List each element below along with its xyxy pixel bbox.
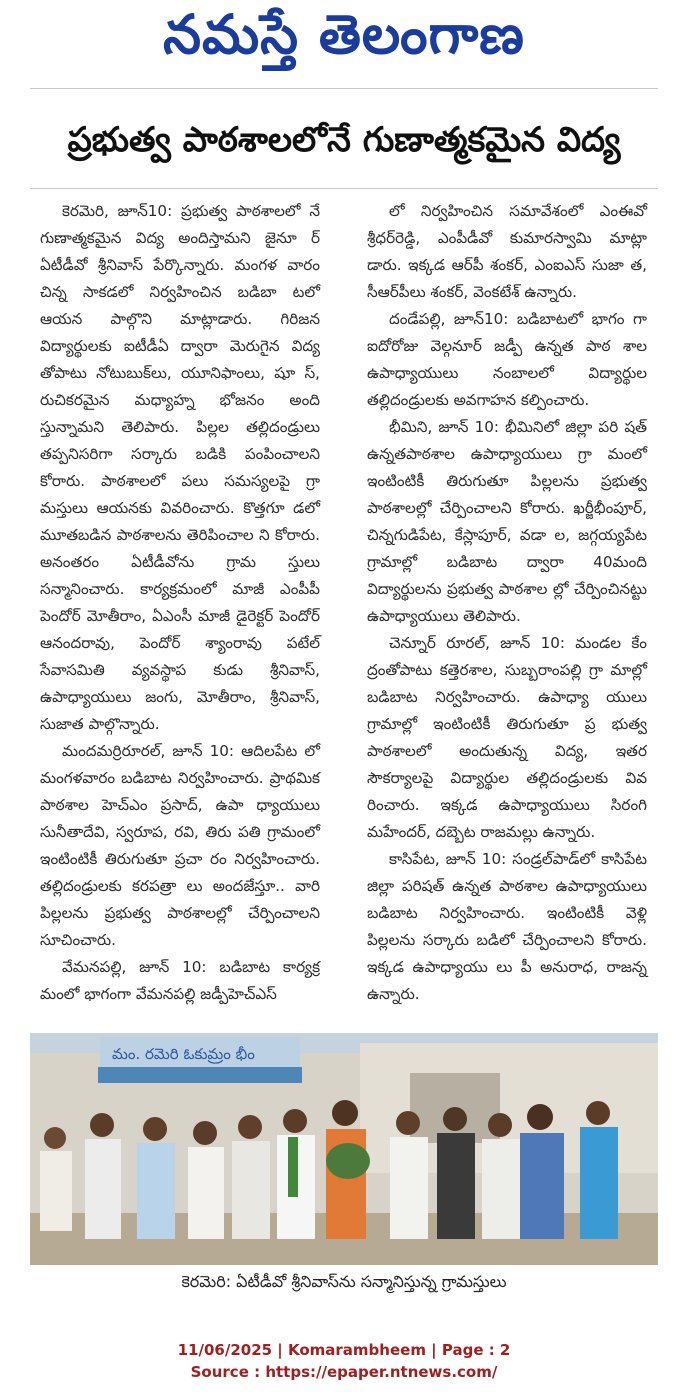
masthead — [0, 0, 688, 70]
masthead-title: నమస్తే తెలంగాణ — [163, 3, 525, 66]
left-paragraph-3: వేమనపల్లి, జూన్ 10: బడిబాట కార్యక్ర మంలో భాగంగా వేమనపల్లి జడ్పీహెచ్ఎస్ — [40, 958, 320, 1003]
photo-signboard-text: మం. రమెరి ఓకుమ్రం భీం — [112, 1045, 255, 1063]
left-paragraph-2: మందమర్రిరూరల్, జూన్ 10: ఆదిలపేట లో మంగళవారం బడిబాట నిర్వహించారు. ప్రాథమిక పాఠశాల హెచ్ఎం ప్రసాద్, ఉపా ధ్యాయులు సునీతాదేవి, స్వరూప, రవి, తిరు పతి గ్రామంలో ఇంటింటికీ తిరుగుతూ ప్రచా రం నిర్వహించారు. తల్లిదండ్రులకు కరపత్రా లు అందజేస్తూ.. వారి పిల్లలను ప్రభుత్వ పాఠశాలల్లో చేర్పించాలని సూచించారు. — [40, 742, 320, 949]
news-photo — [30, 1033, 658, 1265]
masthead-divider — [30, 88, 658, 89]
headline-block — [0, 120, 688, 168]
right-paragraph-5: కాసిపేట, జూన్ 10: సండ్రల్‌పాడ్‌లో కాసిపేట జిల్లా పరిషత్ ఉన్నత పాఠశాల ఉపాధ్యాయులు బడిబాట నిర్వహించారు. ఇంటింటికీ వెళ్లి పిల్లలను సర్కారు బడిలో చేర్పించాలని కోరారు. ఇక్కడ ఉపాధ్యాయు లు పీ అనురాధ, రాజన్న ఉన్నారు. — [367, 850, 647, 1003]
group-photo-illustration — [30, 1033, 658, 1265]
footer-source: Source : https://epaper.ntnews.com/ — [190, 1363, 498, 1381]
page-footer — [0, 1339, 688, 1383]
right-paragraph-2: దండేపల్లి, జూన్10: బడిబాటలో భాగం గా ఐదోరోజు వెల్గనూర్ జడ్పీ ఉన్నత పాఠ శాల ఉపాధ్యాయులు నంబాలలో విద్యార్థుల తల్లిదండ్రులకు అవగాహన కల్పించారు. — [367, 310, 647, 409]
right-paragraph-4: చెన్నూర్ రూరల్, జూన్ 10: మండల కేం ద్రంతోపాటు కత్తెరశాల, సుబ్బరాంపల్లి గ్రా మాల్లో బడిబాట నిర్వహించారు. ఉపాధ్యా యులు గ్రామాల్లో ఇంటింటికీ తిరుగుతూ ప్ర భుత్వ పాఠశాలలో అందుతున్న విద్య, ఇతర సౌకర్యాలపై విద్యార్థుల తల్లిదండ్రులకు వివ రించారు. ఇక్కడ ఉపాధ్యాయులు సిరంగి మహేందర్, దబ్బెట రాజమల్లు ఉన్నారు. — [367, 634, 647, 841]
article-column-right — [367, 198, 647, 1008]
headline-divider — [30, 188, 658, 189]
left-paragraph-1: కెరమెరి, జూన్10: ప్రభుత్వ పాఠశాలలో నే గుణాత్మకమైన విద్య అందిస్తామని జైనూ ర్ ఏటీడీవో శ్రీనివాస్ పేర్కొన్నారు. మంగళ వారం చిన్న సాకడలో నిర్వహించిన బడిబా టలో ఆయన పాల్గొని మాట్లాడారు. గిరిజన విద్యార్థులకు ఐటీడీఏ ద్వారా మెరుగైన విద్య తోపాటు నోటుబుక్‌లు, యూనిఫాంలు, షూ స్, రుచికరమైన మధ్యాహ్న భోజనం అంది స్తున్నామని తెలిపారు. పిల్లల తల్లిదండ్రులు తప్పనిసరిగా సర్కారు బడికి పంపించాలని కోరారు. పాఠశాలలో పలు సమస్యలపై గ్రా మస్తులు ఆయనకు వివరించారు. కొత్తగూ డలో మూతబడిన పాఠశాలను తెరిపించాల ని కోరారు. అనంతరం ఏటీడీవోను గ్రామ స్తులు సన్మానించారు. కార్యక్రమంలో మాజీ ఎంపీపీ పెందోర్ మోతీరాం, ఏఎంసీ మాజీ డైరెక్టర్ పెందోర్ ఆనందరావు, పెందోర్ శ్యాంరావు పటేల్ సేవాసమితి వ్యవస్థాప కుడు శ్రీనివాస్, ఉపాధ్యాయులు జంగు, మోతీరాం, శ్రీనివాస్, సుజాత పాల్గొన్నారు. — [40, 202, 320, 733]
article-column-left — [40, 198, 320, 1008]
photo-caption: కెరమెరి: ఏటీడీవో శ్రీనివాస్‌ను సన్మానిస్తున్న గ్రామస్తులు — [181, 1272, 507, 1291]
right-paragraph-1: లో నిర్వహించిన సమావేశంలో ఎంఈవో శ్రీధర్‌రెడ్డి, ఎంపీడీవో కుమారస్వామి మాట్లా డారు. ఇక్కడ ఆర్‌పీ శంకర్, ఎంఐఎస్ సుజా త, సీఆర్‌పీలు శంకర్, వెంకటేశ్ ఉన్నారు. — [367, 202, 647, 301]
right-paragraph-3: భీమిని, జూన్ 10: భీమినిలో జిల్లా పరి షత్ ఉన్నతపాఠశాల ఉపాధ్యాయులు గ్రా మంలో ఇంటింటికీ తిరుగుతూ పిల్లలను ప్రభుత్వ పాఠశాలల్లో చేర్పించాలని కోరారు. ఖర్జీభీంపూర్, చిన్నగుడిపేట, కేస్లాపూర్, వడా ల, జగ్గయ్యపేట గ్రామాల్లో బడిబాట ద్వారా 40మంది విద్యార్థులను ప్రభుత్వ పాఠశాల ల్లో చేర్పించినట్టు ఉపాధ్యాయులు తెలిపారు. — [367, 418, 647, 625]
article-headline: ప్రభుత్వ పాఠశాలలోనే గుణాత్మకమైన విద్య — [67, 120, 621, 160]
footer-date-edition: 11/06/2025 | Komarambheem | Page : 2 — [177, 1341, 511, 1359]
